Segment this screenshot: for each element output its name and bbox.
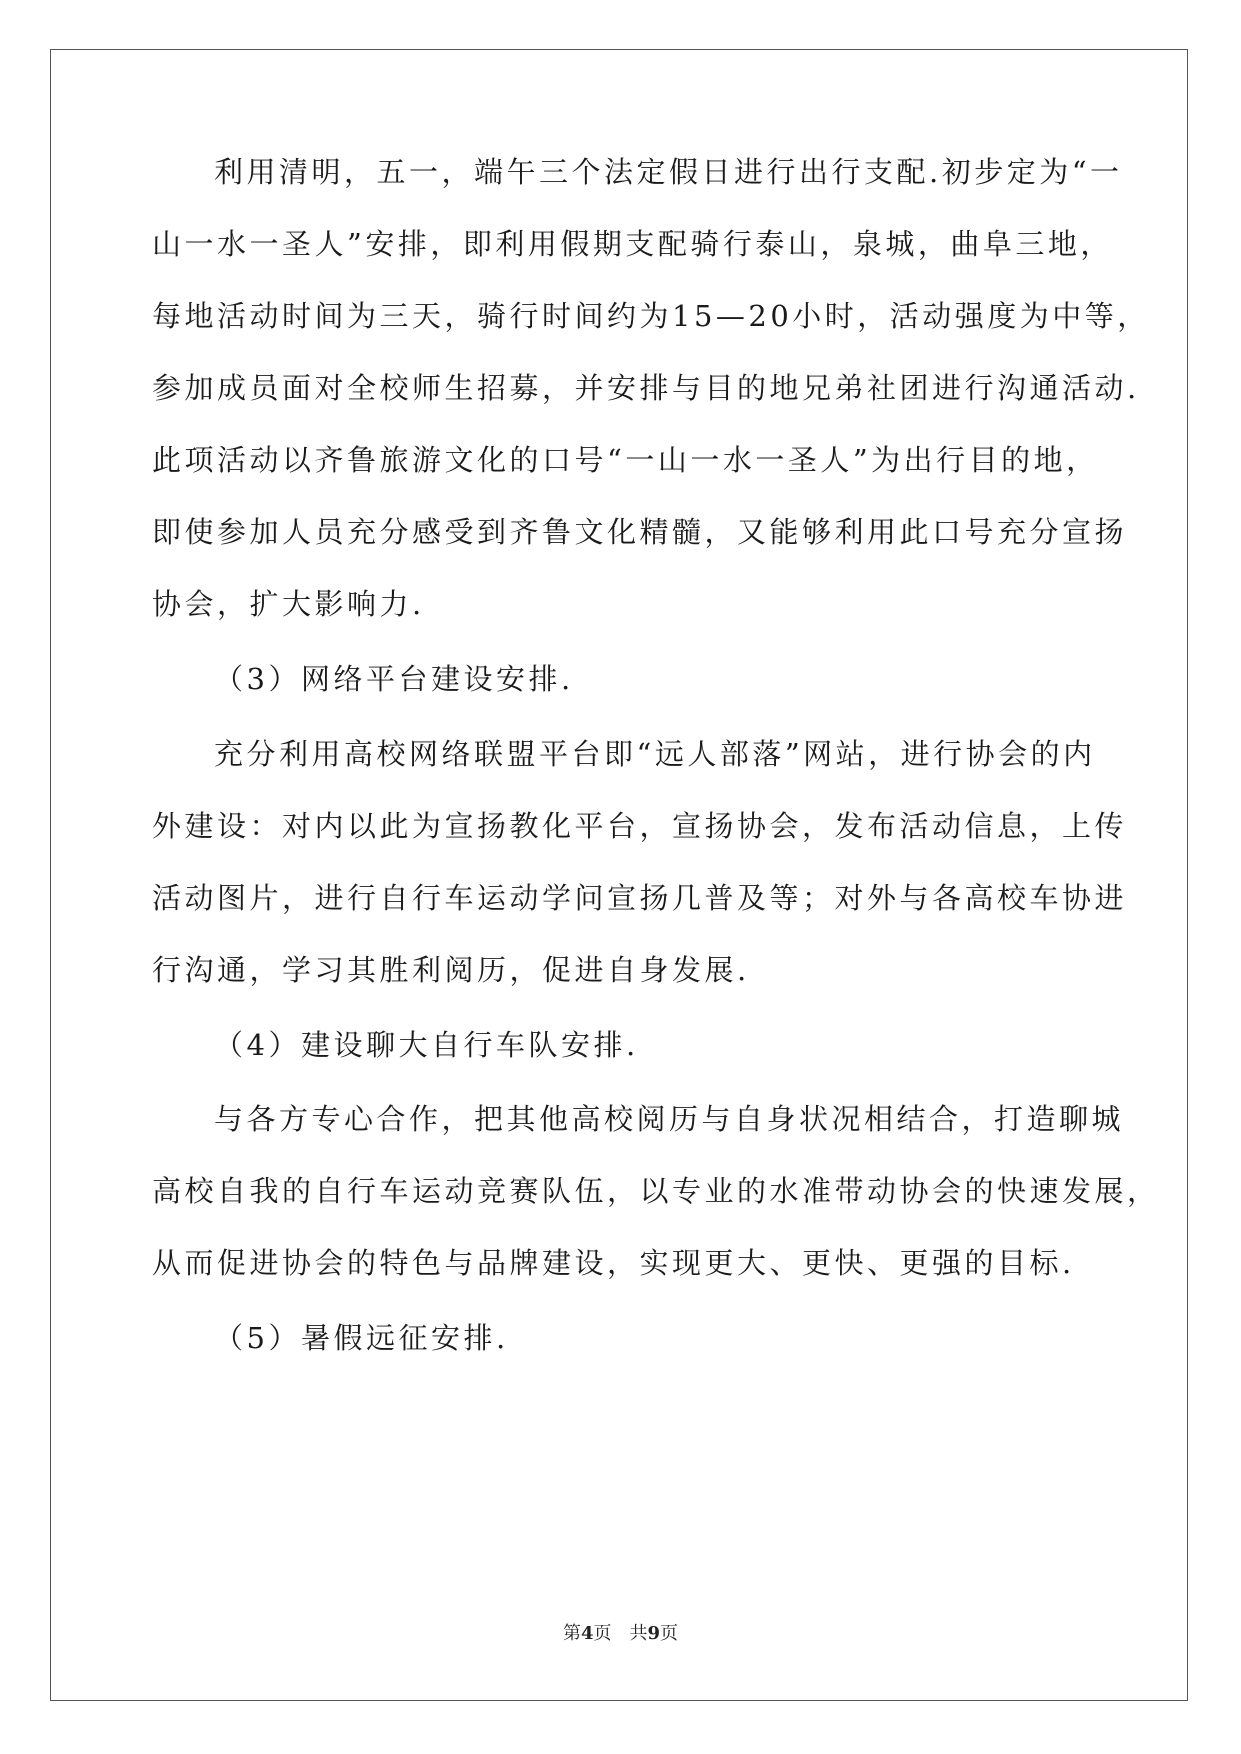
paragraph-line: 参加成员面对全校师生招募，并安排与目的地兄弟社团进行沟通活动. [152,371,1140,405]
page-suffix: 页 [593,1623,612,1644]
paragraph-line: 与各方专心合作，把其他高校阅历与自身状况相结合，打造聊城 [214,1102,1125,1136]
section-heading: （4）建设聊大自行车队安排. [214,1028,639,1062]
paragraph-line: 每地活动时间为三天，骑行时间约为15—20小时，活动强度为中等， [152,299,1150,333]
paragraph-line: 高校自我的自行车运动竞赛队伍，以专业的水准带动协会的快速发展， [152,1174,1160,1208]
paragraph-line: 利用清明，五一，端午三个法定假日进行出行支配.初步定为“一 [214,155,1123,189]
paragraph-line: 活动图片，进行自行车运动学问宣扬几普及等；对外与各高校车协进 [152,881,1128,915]
paragraph-line: 此项活动以齐鲁旅游文化的口号“一山一水一圣人”为出行目的地， [152,443,1099,477]
page-prefix: 第 [562,1623,581,1644]
paragraph-line: 即使参加人员充分感受到齐鲁文化精髓，又能够利用此口号充分宣扬 [152,515,1128,549]
paragraph-line: 协会，扩大影响力. [152,587,425,621]
page-number: 4 [580,1623,594,1644]
paragraph-line: 充分利用高校网络联盟平台即“远人部落”网站，进行协会的内 [214,737,1096,771]
section-heading: （3）网络平台建设安排. [214,662,574,696]
total-suffix: 页 [660,1623,679,1644]
paragraph-line: 外建设：对内以此为宣扬教化平台，宣扬协会，发布活动信息，上传 [152,809,1128,843]
total-prefix: 共 [629,1623,648,1644]
paragraph-line: 从而促进协会的特色与品牌建设，实现更大、更快、更强的目标. [152,1246,1075,1280]
page-footer [0,1619,1241,1645]
total-pages: 9 [647,1623,661,1644]
section-heading: （5）暑假远征安排. [214,1321,509,1355]
paragraph-line: 山一水一圣人”安排，即利用假期支配骑行泰山，泉城，曲阜三地， [152,227,1113,261]
paragraph-line: 行沟通，学习其胜利阅历，促进自身发展. [152,953,750,987]
